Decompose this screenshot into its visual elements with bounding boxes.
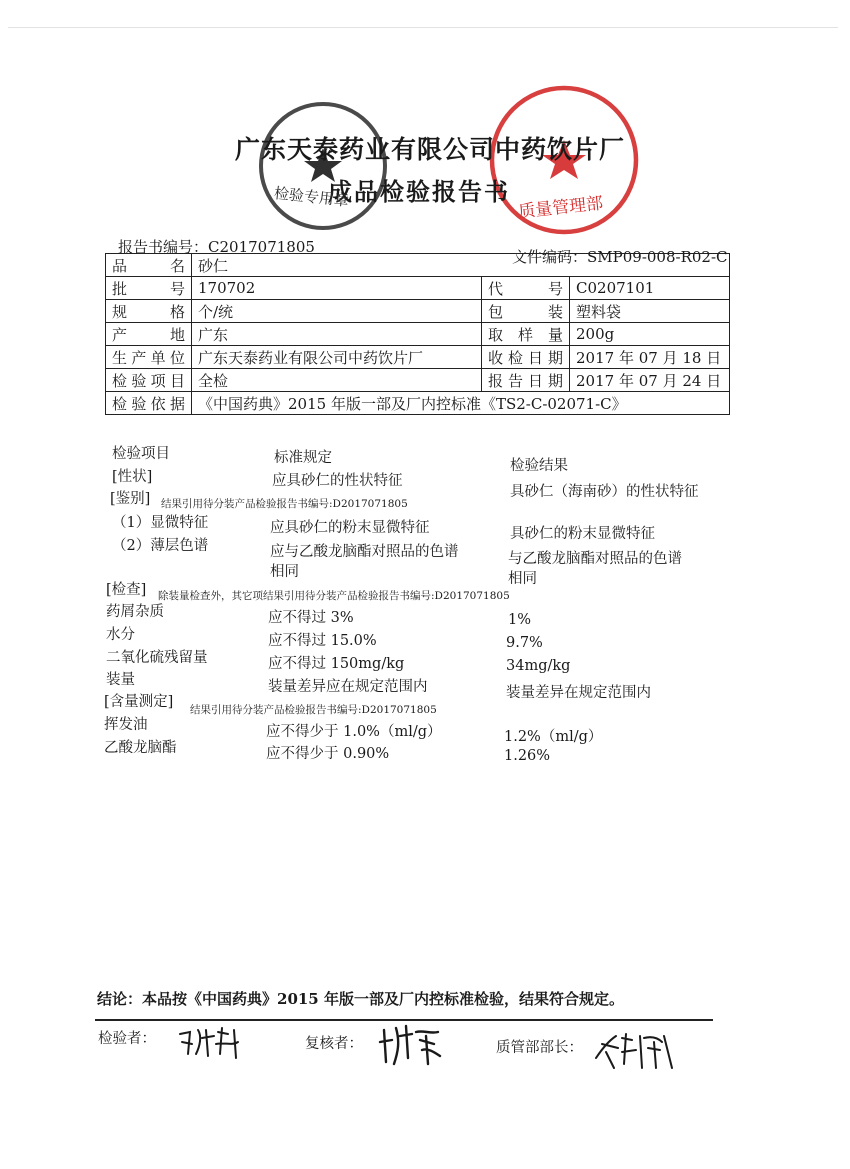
shape-standard: 应具砂仁的性状特征	[272, 473, 403, 489]
received-date: 2017 年 07 月 18 日	[570, 346, 730, 369]
tlc-standard-line1: 应与乙酸龙脑酯对照品的色谱	[270, 544, 459, 560]
inspector-label: 检验者：	[98, 1031, 156, 1047]
name-label: 品 名	[106, 254, 192, 277]
product-info-table	[105, 253, 730, 415]
tlc-result-line2: 相同	[508, 571, 537, 587]
table-row	[106, 392, 730, 415]
impurity-standard: 应不得过 3%	[268, 610, 354, 626]
fill-label: 装量	[106, 672, 135, 688]
qa-manager-label: 质管部部长：	[496, 1040, 583, 1056]
col-header-standard: 标准规定	[274, 450, 332, 466]
report-date: 2017 年 07 月 24 日	[570, 369, 730, 392]
table-row	[106, 346, 730, 369]
identification-label: [鉴别]	[110, 491, 151, 507]
manufacturer: 广东天泰药业有限公司中药饮片厂	[192, 346, 482, 369]
document-title: 广东天泰药业有限公司中药饮片厂	[235, 135, 626, 164]
shape-result: 具砂仁（海南砂）的性状特征	[510, 484, 699, 500]
so2-label: 二氧化硫残留量	[106, 650, 208, 666]
qa-manager-signature	[592, 1028, 678, 1072]
package-label: 包 装	[482, 300, 570, 323]
table-row	[106, 277, 730, 300]
maker-label: 生产单位	[106, 346, 192, 369]
volatile-oil-label: 挥发油	[104, 717, 148, 733]
shape-label: [性状]	[112, 469, 153, 485]
file-code: 文件编码：SMP09-008-R02-C	[512, 248, 728, 266]
water-result: 9.7%	[506, 635, 543, 651]
impurity-result: 1%	[508, 612, 532, 628]
product-name: 砂仁	[192, 254, 730, 277]
check-label: [检查]	[106, 582, 147, 598]
reviewer-signature	[378, 1022, 448, 1068]
bornyl-acetate-standard: 应不得少于 0.90%	[266, 746, 390, 762]
microscopy-result: 具砂仁的粉末显微特征	[510, 526, 655, 542]
code-label: 代 号	[482, 277, 570, 300]
water-standard: 应不得过 15.0%	[268, 633, 377, 649]
conclusion-text: 结论：本品按《中国药典》2015 年版一部及厂内控标准检验，结果符合规定。	[97, 990, 624, 1008]
col-header-item: 检验项目	[112, 446, 170, 462]
table-row	[106, 300, 730, 323]
received-date-label: 收检日期	[482, 346, 570, 369]
assay-note: 结果引用待分装产品检验报告书编号:D2017071805	[190, 704, 437, 716]
fill-standard: 装量差异应在规定范围内	[268, 679, 428, 695]
sample-amount: 200g	[570, 323, 730, 346]
reviewer-label: 复核者：	[305, 1036, 363, 1052]
col-header-result: 检验结果	[510, 458, 568, 474]
table-row	[106, 369, 730, 392]
test-item-label: 检验项目	[106, 369, 192, 392]
origin-label: 产 地	[106, 323, 192, 346]
assay-label: [含量测定]	[104, 694, 174, 710]
identification-note: 结果引用待分装产品检验报告书编号:D2017071805	[161, 498, 408, 510]
packaging: 塑料袋	[570, 300, 730, 323]
check-note: 除装量检查外，其它项结果引用待分装产品检验报告书编号:D2017071805	[158, 590, 510, 602]
document-subtitle: 成品检验报告书	[328, 177, 510, 206]
impurity-label: 药屑杂质	[106, 604, 164, 620]
volatile-oil-result: 1.2%（ml/g）	[504, 729, 603, 745]
batch-number: 170702	[192, 277, 482, 300]
bornyl-acetate-result: 1.26%	[504, 748, 551, 764]
tlc-result-line1: 与乙酸龙脑酯对照品的色谱	[508, 551, 682, 567]
table-row	[106, 254, 730, 277]
tlc-standard-line2: 相同	[270, 564, 299, 580]
spec-label: 规 格	[106, 300, 192, 323]
report-number: 报告书编号：C2017071805	[118, 238, 315, 256]
origin: 广东	[192, 323, 482, 346]
product-code: C0207101	[570, 277, 730, 300]
volatile-oil-standard: 应不得少于 1.0%（ml/g）	[266, 724, 442, 740]
test-basis: 《中国药典》2015 年版一部及厂内控标准《TS2-C-02071-C》	[192, 392, 730, 415]
inspector-signature	[176, 1024, 246, 1062]
left-stamp-center-text: 检验专用章	[273, 184, 350, 210]
batch-label: 批 号	[106, 277, 192, 300]
conclusion-divider	[95, 1019, 713, 1021]
so2-standard: 应不得过 150mg/kg	[268, 656, 405, 672]
inspection-seal-stamp	[255, 98, 391, 234]
microscopy-label: （1）显微特征	[112, 515, 209, 531]
sample-label: 取 样 量	[482, 323, 570, 346]
water-label: 水分	[106, 627, 135, 643]
table-row	[106, 323, 730, 346]
tlc-label: （2）薄层色谱	[112, 538, 209, 554]
report-date-label: 报告日期	[482, 369, 570, 392]
bornyl-acetate-label: 乙酸龙脑酯	[104, 740, 177, 756]
specification: 个/统	[192, 300, 482, 323]
top-border-line	[8, 27, 838, 28]
so2-result: 34mg/kg	[506, 658, 571, 674]
fill-result: 装量差异在规定范围内	[506, 685, 651, 701]
right-stamp-center-text: 质量管理部	[517, 193, 605, 223]
basis-label: 检验依据	[106, 392, 192, 415]
microscopy-standard: 应具砂仁的粉末显微特征	[270, 520, 430, 536]
test-item: 全检	[192, 369, 482, 392]
